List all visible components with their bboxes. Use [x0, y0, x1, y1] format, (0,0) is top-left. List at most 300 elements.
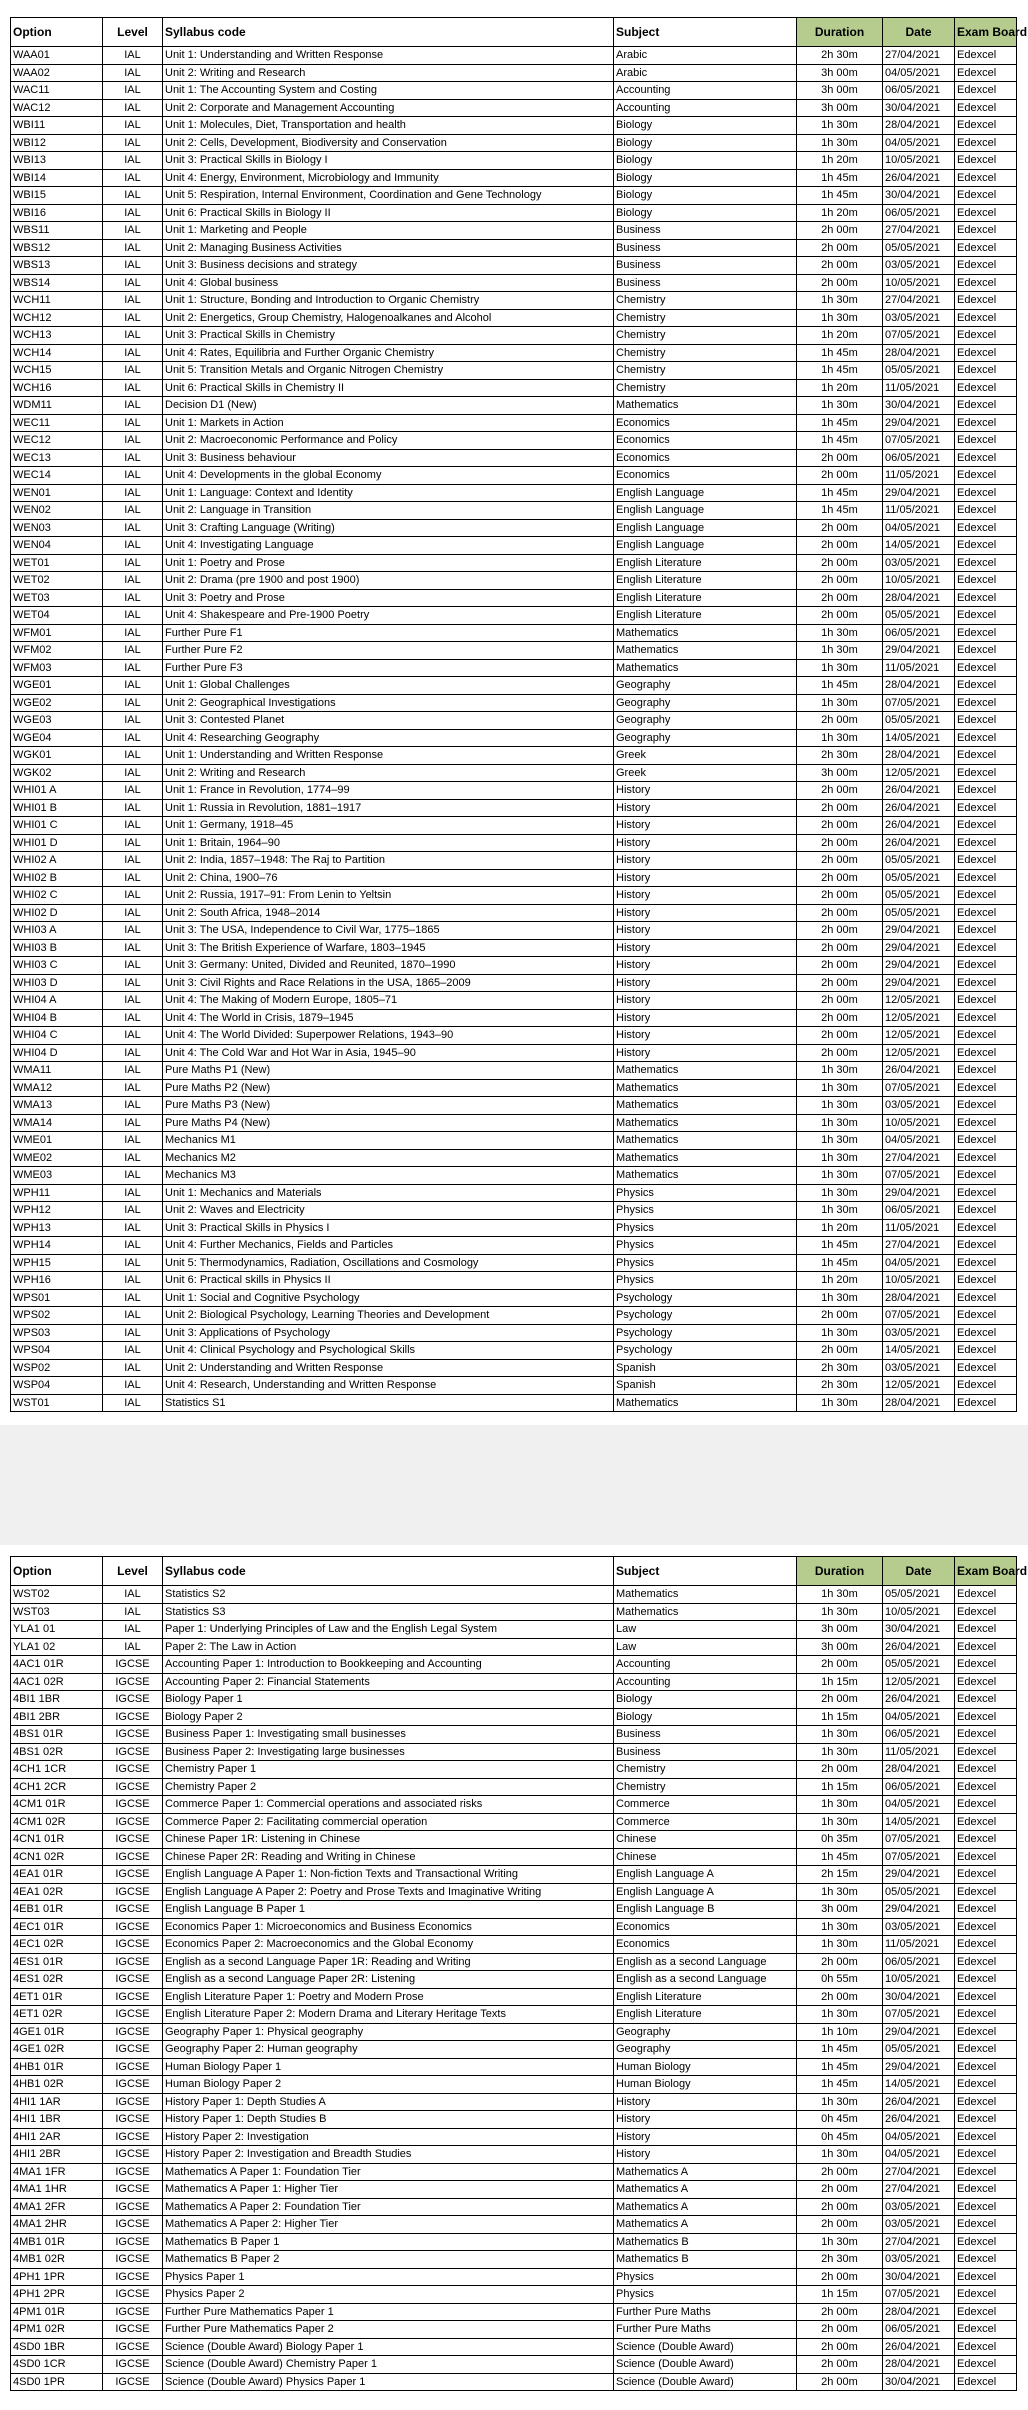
header-option: Option — [11, 1557, 103, 1586]
syllabus-code-cell: English as a second Language Paper 1R: Reading and Writing — [163, 1953, 614, 1971]
exam-board-cell: Edexcel — [955, 449, 1017, 467]
subject-cell: History — [614, 817, 797, 835]
subject-cell: Commerce — [614, 1813, 797, 1831]
level-cell: IAL — [103, 922, 163, 940]
syllabus-code-cell: Unit 4: The World in Crisis, 1879–1945 — [163, 1009, 614, 1027]
exam-board-cell: Edexcel — [955, 1079, 1017, 1097]
duration-cell: 2h 00m — [797, 589, 883, 607]
level-cell: IAL — [103, 99, 163, 117]
table-row — [11, 694, 1017, 712]
level-cell: IAL — [103, 362, 163, 380]
syllabus-code-cell: Unit 5: Thermodynamics, Radiation, Oscillations and Cosmology — [163, 1254, 614, 1272]
date-cell: 30/04/2021 — [883, 1621, 955, 1639]
exam-board-cell: Edexcel — [955, 1796, 1017, 1814]
syllabus-code-cell: Unit 1: Germany, 1918–45 — [163, 817, 614, 835]
option-cell: 4ET1 02R — [11, 2006, 103, 2024]
date-cell: 07/05/2021 — [883, 1167, 955, 1185]
exam-board-cell: Edexcel — [955, 764, 1017, 782]
level-cell: IAL — [103, 1132, 163, 1150]
table-row — [11, 852, 1017, 870]
table-row — [11, 1813, 1017, 1831]
subject-cell: English Literature — [614, 607, 797, 625]
subject-cell: English as a second Language — [614, 1953, 797, 1971]
date-cell: 10/05/2021 — [883, 274, 955, 292]
level-cell: IAL — [103, 869, 163, 887]
table-row — [11, 1289, 1017, 1307]
subject-cell: History — [614, 2093, 797, 2111]
date-cell: 03/05/2021 — [883, 257, 955, 275]
duration-cell: 1h 30m — [797, 2093, 883, 2111]
date-cell: 26/04/2021 — [883, 2093, 955, 2111]
syllabus-code-cell: Commerce Paper 1: Commercial operations and associated risks — [163, 1796, 614, 1814]
option-cell: WEN02 — [11, 502, 103, 520]
syllabus-code-cell: Unit 4: Investigating Language — [163, 537, 614, 555]
subject-cell: Mathematics — [614, 1586, 797, 1604]
subject-cell: Accounting — [614, 1673, 797, 1691]
subject-cell: Physics — [614, 1202, 797, 1220]
table-row — [11, 397, 1017, 415]
exam-board-cell: Edexcel — [955, 222, 1017, 240]
exam-board-cell: Edexcel — [955, 2198, 1017, 2216]
level-cell: IAL — [103, 1638, 163, 1656]
syllabus-code-cell: Unit 1: Mechanics and Materials — [163, 1184, 614, 1202]
date-cell: 14/05/2021 — [883, 537, 955, 555]
level-cell: IGCSE — [103, 2356, 163, 2374]
exam-board-cell: Edexcel — [955, 869, 1017, 887]
subject-cell: Biology — [614, 1691, 797, 1709]
table-row — [11, 1743, 1017, 1761]
syllabus-code-cell: Geography Paper 2: Human geography — [163, 2041, 614, 2059]
syllabus-code-cell: English as a second Language Paper 2R: Listening — [163, 1971, 614, 1989]
option-cell: WEC12 — [11, 432, 103, 450]
syllabus-code-cell: Unit 4: Global business — [163, 274, 614, 292]
option-cell: 4BS1 02R — [11, 1743, 103, 1761]
table-row — [11, 292, 1017, 310]
level-cell: IGCSE — [103, 1971, 163, 1989]
exam-board-cell: Edexcel — [955, 1621, 1017, 1639]
date-cell: 28/04/2021 — [883, 1761, 955, 1779]
date-cell: 06/05/2021 — [883, 449, 955, 467]
date-cell: 05/05/2021 — [883, 1586, 955, 1604]
table-row — [11, 1761, 1017, 1779]
duration-cell: 1h 45m — [797, 344, 883, 362]
exam-board-cell: Edexcel — [955, 2041, 1017, 2059]
level-cell: IAL — [103, 467, 163, 485]
duration-cell: 1h 45m — [797, 432, 883, 450]
syllabus-code-cell: Unit 4: Energy, Environment, Microbiology and Immunity — [163, 169, 614, 187]
subject-cell: Psychology — [614, 1342, 797, 1360]
syllabus-code-cell: Physics Paper 1 — [163, 2268, 614, 2286]
subject-cell: English Literature — [614, 589, 797, 607]
duration-cell: 2h 00m — [797, 887, 883, 905]
table-row — [11, 572, 1017, 590]
option-cell: WHI01 A — [11, 782, 103, 800]
syllabus-code-cell: Statistics S1 — [163, 1394, 614, 1412]
option-cell: WHI04 C — [11, 1027, 103, 1045]
exam-board-cell: Edexcel — [955, 1149, 1017, 1167]
date-cell: 11/05/2021 — [883, 467, 955, 485]
duration-cell: 2h 00m — [797, 2268, 883, 2286]
duration-cell: 1h 30m — [797, 1097, 883, 1115]
exam-board-cell: Edexcel — [955, 2338, 1017, 2356]
level-cell: IGCSE — [103, 1918, 163, 1936]
option-cell: WET01 — [11, 554, 103, 572]
duration-cell: 2h 00m — [797, 1691, 883, 1709]
option-cell: WMA11 — [11, 1062, 103, 1080]
date-cell: 26/04/2021 — [883, 834, 955, 852]
duration-cell: 1h 30m — [797, 659, 883, 677]
option-cell: WHI04 A — [11, 992, 103, 1010]
table-body — [11, 47, 1017, 1412]
date-cell: 11/05/2021 — [883, 1743, 955, 1761]
duration-cell: 1h 30m — [797, 1918, 883, 1936]
exam-board-cell: Edexcel — [955, 1901, 1017, 1919]
exam-board-cell: Edexcel — [955, 1272, 1017, 1290]
exam-board-cell: Edexcel — [955, 2303, 1017, 2321]
syllabus-code-cell: History Paper 2: Investigation — [163, 2128, 614, 2146]
level-cell: IGCSE — [103, 2233, 163, 2251]
level-cell: IAL — [103, 1114, 163, 1132]
level-cell: IAL — [103, 712, 163, 730]
duration-cell: 1h 45m — [797, 484, 883, 502]
exam-board-cell: Edexcel — [955, 1237, 1017, 1255]
level-cell: IGCSE — [103, 2146, 163, 2164]
subject-cell: English Literature — [614, 1988, 797, 2006]
table-row — [11, 257, 1017, 275]
duration-cell: 0h 45m — [797, 2128, 883, 2146]
subject-cell: English Literature — [614, 554, 797, 572]
exam-board-cell: Edexcel — [955, 729, 1017, 747]
subject-cell: Physics — [614, 2286, 797, 2304]
syllabus-code-cell: Unit 3: Poetry and Prose — [163, 589, 614, 607]
table-row — [11, 1377, 1017, 1395]
table-row — [11, 222, 1017, 240]
level-cell: IAL — [103, 309, 163, 327]
subject-cell: History — [614, 782, 797, 800]
syllabus-code-cell: Mathematics B Paper 2 — [163, 2251, 614, 2269]
date-cell: 05/05/2021 — [883, 362, 955, 380]
subject-cell: Mathematics B — [614, 2233, 797, 2251]
level-cell: IAL — [103, 624, 163, 642]
date-cell: 07/05/2021 — [883, 432, 955, 450]
level-cell: IAL — [103, 887, 163, 905]
duration-cell: 1h 20m — [797, 327, 883, 345]
syllabus-code-cell: Chinese Paper 2R: Reading and Writing in Chinese — [163, 1848, 614, 1866]
duration-cell: 2h 00m — [797, 2373, 883, 2391]
level-cell: IGCSE — [103, 1761, 163, 1779]
option-cell: 4BI1 2BR — [11, 1708, 103, 1726]
syllabus-code-cell: Unit 1: Global Challenges — [163, 677, 614, 695]
duration-cell: 1h 30m — [797, 1062, 883, 1080]
date-cell: 29/04/2021 — [883, 957, 955, 975]
date-cell: 26/04/2021 — [883, 1062, 955, 1080]
exam-board-cell: Edexcel — [955, 1603, 1017, 1621]
duration-cell: 1h 30m — [797, 134, 883, 152]
duration-cell: 2h 00m — [797, 572, 883, 590]
level-cell: IGCSE — [103, 2023, 163, 2041]
syllabus-code-cell: Unit 5: Transition Metals and Organic Nitrogen Chemistry — [163, 362, 614, 380]
level-cell: IAL — [103, 117, 163, 135]
syllabus-code-cell: Unit 3: Business decisions and strategy — [163, 257, 614, 275]
table-row — [11, 817, 1017, 835]
duration-cell: 1h 30m — [797, 1202, 883, 1220]
subject-cell: Economics — [614, 1918, 797, 1936]
option-cell: WAC12 — [11, 99, 103, 117]
option-cell: WBS11 — [11, 222, 103, 240]
syllabus-code-cell: Science (Double Award) Biology Paper 1 — [163, 2338, 614, 2356]
exam-board-cell: Edexcel — [955, 642, 1017, 660]
date-cell: 28/04/2021 — [883, 747, 955, 765]
exam-board-cell: Edexcel — [955, 887, 1017, 905]
duration-cell: 2h 00m — [797, 2321, 883, 2339]
date-cell: 07/05/2021 — [883, 2006, 955, 2024]
syllabus-code-cell: Statistics S2 — [163, 1586, 614, 1604]
date-cell: 04/05/2021 — [883, 2128, 955, 2146]
option-cell: WHI01 B — [11, 799, 103, 817]
syllabus-code-cell: Unit 2: Energetics, Group Chemistry, Halogenoalkanes and Alcohol — [163, 309, 614, 327]
date-cell: 10/05/2021 — [883, 1272, 955, 1290]
exam-board-cell: Edexcel — [955, 397, 1017, 415]
level-cell: IGCSE — [103, 1848, 163, 1866]
exam-board-cell: Edexcel — [955, 904, 1017, 922]
exam-board-cell: Edexcel — [955, 309, 1017, 327]
exam-board-cell: Edexcel — [955, 274, 1017, 292]
exam-board-cell: Edexcel — [955, 292, 1017, 310]
date-cell: 03/05/2021 — [883, 2198, 955, 2216]
option-cell: WCH11 — [11, 292, 103, 310]
syllabus-code-cell: Unit 1: Molecules, Diet, Transportation and health — [163, 117, 614, 135]
date-cell: 27/04/2021 — [883, 222, 955, 240]
syllabus-code-cell: Unit 1: France in Revolution, 1774–99 — [163, 782, 614, 800]
exam-board-cell: Edexcel — [955, 1743, 1017, 1761]
syllabus-code-cell: Unit 4: Rates, Equilibria and Further Organic Chemistry — [163, 344, 614, 362]
option-cell: 4EA1 02R — [11, 1883, 103, 1901]
table-row — [11, 1044, 1017, 1062]
exam-board-cell: Edexcel — [955, 1673, 1017, 1691]
level-cell: IGCSE — [103, 2093, 163, 2111]
level-cell: IAL — [103, 799, 163, 817]
subject-cell: Mathematics A — [614, 2216, 797, 2234]
subject-cell: Psychology — [614, 1307, 797, 1325]
level-cell: IAL — [103, 1062, 163, 1080]
syllabus-code-cell: Unit 3: Germany: United, Divided and Reunited, 1870–1990 — [163, 957, 614, 975]
subject-cell: Economics — [614, 414, 797, 432]
subject-cell: Business — [614, 239, 797, 257]
exam-board-cell: Edexcel — [955, 414, 1017, 432]
exam-board-cell: Edexcel — [955, 1289, 1017, 1307]
subject-cell: Economics — [614, 449, 797, 467]
duration-cell: 3h 00m — [797, 764, 883, 782]
level-cell: IGCSE — [103, 1988, 163, 2006]
syllabus-code-cell: Chinese Paper 1R: Listening in Chinese — [163, 1831, 614, 1849]
syllabus-code-cell: Biology Paper 2 — [163, 1708, 614, 1726]
exam-board-cell: Edexcel — [955, 47, 1017, 65]
exam-board-cell: Edexcel — [955, 134, 1017, 152]
duration-cell: 1h 45m — [797, 169, 883, 187]
date-cell: 11/05/2021 — [883, 1936, 955, 1954]
date-cell: 26/04/2021 — [883, 817, 955, 835]
level-cell: IAL — [103, 64, 163, 82]
table-row — [11, 1936, 1017, 1954]
level-cell: IAL — [103, 607, 163, 625]
date-cell: 07/05/2021 — [883, 694, 955, 712]
option-cell: WBI12 — [11, 134, 103, 152]
option-cell: WBI13 — [11, 152, 103, 170]
subject-cell: History — [614, 852, 797, 870]
level-cell: IGCSE — [103, 2251, 163, 2269]
duration-cell: 2h 00m — [797, 1761, 883, 1779]
syllabus-code-cell: Mathematics A Paper 2: Foundation Tier — [163, 2198, 614, 2216]
level-cell: IGCSE — [103, 2216, 163, 2234]
syllabus-code-cell: Unit 2: Biological Psychology, Learning Theories and Development — [163, 1307, 614, 1325]
level-cell: IAL — [103, 1394, 163, 1412]
exam-board-cell: Edexcel — [955, 1638, 1017, 1656]
level-cell: IAL — [103, 974, 163, 992]
exam-board-cell: Edexcel — [955, 1586, 1017, 1604]
date-cell: 06/05/2021 — [883, 1953, 955, 1971]
date-cell: 10/05/2021 — [883, 572, 955, 590]
subject-cell: Mathematics — [614, 1097, 797, 1115]
option-cell: WHI01 C — [11, 817, 103, 835]
option-cell: WBI11 — [11, 117, 103, 135]
duration-cell: 1h 30m — [797, 729, 883, 747]
syllabus-code-cell: Unit 1: Language: Context and Identity — [163, 484, 614, 502]
duration-cell: 2h 00m — [797, 712, 883, 730]
table-row — [11, 1237, 1017, 1255]
table-row — [11, 2356, 1017, 2374]
option-cell: 4AC1 02R — [11, 1673, 103, 1691]
duration-cell: 1h 30m — [797, 1394, 883, 1412]
table-row — [11, 537, 1017, 555]
header-subject: Subject — [614, 1557, 797, 1586]
subject-cell: Geography — [614, 677, 797, 695]
table-row — [11, 1079, 1017, 1097]
subject-cell: Mathematics — [614, 1062, 797, 1080]
syllabus-code-cell: Unit 6: Practical Skills in Biology II — [163, 204, 614, 222]
subject-cell: English Language B — [614, 1901, 797, 1919]
level-cell: IAL — [103, 484, 163, 502]
duration-cell: 0h 35m — [797, 1831, 883, 1849]
level-cell: IGCSE — [103, 1778, 163, 1796]
option-cell: WCH13 — [11, 327, 103, 345]
header-subject: Subject — [614, 18, 797, 47]
level-cell: IAL — [103, 432, 163, 450]
exam-board-cell: Edexcel — [955, 782, 1017, 800]
duration-cell: 2h 00m — [797, 2181, 883, 2199]
level-cell: IGCSE — [103, 2268, 163, 2286]
option-cell: WET03 — [11, 589, 103, 607]
table-row — [11, 2146, 1017, 2164]
table-row — [11, 327, 1017, 345]
duration-cell: 1h 30m — [797, 1132, 883, 1150]
option-cell: WET02 — [11, 572, 103, 590]
level-cell: IGCSE — [103, 2128, 163, 2146]
exam-board-cell: Edexcel — [955, 1813, 1017, 1831]
date-cell: 29/04/2021 — [883, 414, 955, 432]
subject-cell: Geography — [614, 694, 797, 712]
date-cell: 28/04/2021 — [883, 2303, 955, 2321]
level-cell: IAL — [103, 694, 163, 712]
exam-board-cell: Edexcel — [955, 344, 1017, 362]
syllabus-code-cell: Human Biology Paper 1 — [163, 2058, 614, 2076]
option-cell: YLA1 02 — [11, 1638, 103, 1656]
duration-cell: 1h 30m — [797, 1149, 883, 1167]
option-cell: WPS01 — [11, 1289, 103, 1307]
duration-cell: 2h 00m — [797, 817, 883, 835]
table-row — [11, 992, 1017, 1010]
level-cell: IAL — [103, 1359, 163, 1377]
option-cell: WGE01 — [11, 677, 103, 695]
subject-cell: Greek — [614, 764, 797, 782]
exam-board-cell: Edexcel — [955, 2076, 1017, 2094]
subject-cell: Chemistry — [614, 1761, 797, 1779]
table-row — [11, 379, 1017, 397]
exam-board-cell: Edexcel — [955, 1377, 1017, 1395]
table-row — [11, 362, 1017, 380]
date-cell: 03/05/2021 — [883, 1359, 955, 1377]
option-cell: YLA1 01 — [11, 1621, 103, 1639]
table-row — [11, 2233, 1017, 2251]
syllabus-code-cell: Unit 3: Crafting Language (Writing) — [163, 519, 614, 537]
option-cell: 4PM1 01R — [11, 2303, 103, 2321]
level-cell: IAL — [103, 992, 163, 1010]
option-cell: WAA02 — [11, 64, 103, 82]
date-cell: 07/05/2021 — [883, 1307, 955, 1325]
level-cell: IAL — [103, 817, 163, 835]
subject-cell: Arabic — [614, 64, 797, 82]
duration-cell: 2h 00m — [797, 1044, 883, 1062]
date-cell: 14/05/2021 — [883, 2076, 955, 2094]
date-cell: 06/05/2021 — [883, 1726, 955, 1744]
duration-cell: 1h 45m — [797, 2041, 883, 2059]
option-cell: 4MB1 02R — [11, 2251, 103, 2269]
date-cell: 28/04/2021 — [883, 589, 955, 607]
level-cell: IAL — [103, 204, 163, 222]
level-cell: IAL — [103, 257, 163, 275]
date-cell: 29/04/2021 — [883, 642, 955, 660]
syllabus-code-cell: Unit 4: The World Divided: Superpower Relations, 1943–90 — [163, 1027, 614, 1045]
duration-cell: 2h 30m — [797, 1359, 883, 1377]
duration-cell: 1h 45m — [797, 1237, 883, 1255]
option-cell: WAC11 — [11, 82, 103, 100]
exam-board-cell: Edexcel — [955, 2111, 1017, 2129]
option-cell: WGK01 — [11, 747, 103, 765]
option-cell: 4HI1 2AR — [11, 2128, 103, 2146]
exam-table-page-2 — [10, 1556, 1028, 2391]
date-cell: 06/05/2021 — [883, 624, 955, 642]
subject-cell: English Language A — [614, 1883, 797, 1901]
syllabus-code-cell: Unit 1: The Accounting System and Costing — [163, 82, 614, 100]
exam-board-cell: Edexcel — [955, 554, 1017, 572]
syllabus-code-cell: Further Pure F3 — [163, 659, 614, 677]
exam-board-cell: Edexcel — [955, 1918, 1017, 1936]
level-cell: IAL — [103, 152, 163, 170]
syllabus-code-cell: Unit 2: Language in Transition — [163, 502, 614, 520]
table-row — [11, 1726, 1017, 1744]
duration-cell: 1h 30m — [797, 309, 883, 327]
subject-cell: Commerce — [614, 1796, 797, 1814]
syllabus-code-cell: Economics Paper 1: Microeconomics and Business Economics — [163, 1918, 614, 1936]
duration-cell: 1h 30m — [797, 397, 883, 415]
duration-cell: 2h 00m — [797, 2356, 883, 2374]
syllabus-code-cell: Mathematics A Paper 1: Higher Tier — [163, 2181, 614, 2199]
duration-cell: 2h 00m — [797, 852, 883, 870]
subject-cell: Accounting — [614, 82, 797, 100]
duration-cell: 1h 30m — [797, 2006, 883, 2024]
table-row — [11, 2373, 1017, 2391]
level-cell: IAL — [103, 1027, 163, 1045]
level-cell: IGCSE — [103, 1708, 163, 1726]
